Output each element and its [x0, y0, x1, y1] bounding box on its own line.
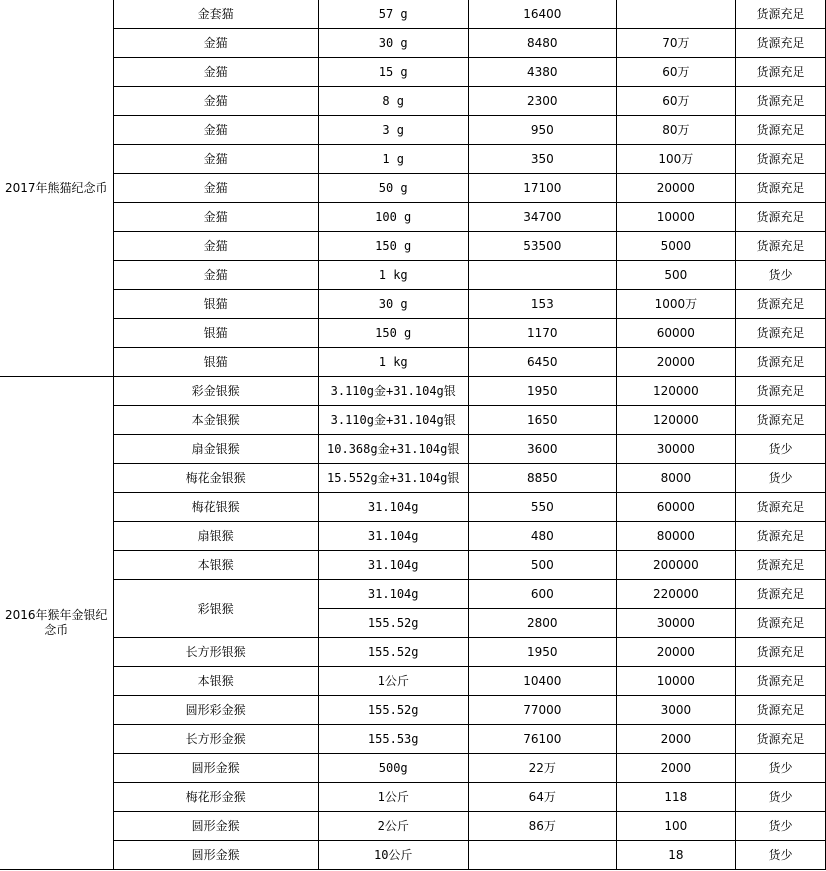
coin-mintage: 118 [616, 783, 735, 812]
coin-spec: 100 g [318, 203, 468, 232]
coin-spec: 155.53g [318, 725, 468, 754]
coin-price: 10400 [468, 667, 616, 696]
coin-stock-status: 货源充足 [735, 203, 825, 232]
coin-price: 8850 [468, 464, 616, 493]
coin-spec: 57 g [318, 0, 468, 29]
coin-mintage: 120000 [616, 377, 735, 406]
coin-mintage: 10000 [616, 203, 735, 232]
coin-name: 长方形银猴 [113, 638, 318, 667]
coin-price: 4380 [468, 58, 616, 87]
coin-mintage: 70万 [616, 29, 735, 58]
coin-price: 53500 [468, 232, 616, 261]
coin-price: 76100 [468, 725, 616, 754]
coin-spec: 10.368g金+31.104g银 [318, 435, 468, 464]
coin-name: 金猫 [113, 145, 318, 174]
coin-stock-status: 货少 [735, 754, 825, 783]
coin-mintage: 60万 [616, 87, 735, 116]
coin-price: 1650 [468, 406, 616, 435]
coin-price: 86万 [468, 812, 616, 841]
coin-stock-status: 货源充足 [735, 116, 825, 145]
table-row [0, 667, 826, 696]
table-row [0, 696, 826, 725]
coin-stock-status: 货源充足 [735, 0, 825, 29]
coin-spec: 1 kg [318, 348, 468, 377]
coin-spec: 30 g [318, 290, 468, 319]
coin-spec: 30 g [318, 29, 468, 58]
coin-price: 77000 [468, 696, 616, 725]
coin-name: 圆形金猴 [113, 841, 318, 870]
coin-spec: 3.110g金+31.104g银 [318, 406, 468, 435]
coin-spec: 150 g [318, 232, 468, 261]
table-row [0, 319, 826, 348]
table-row [0, 377, 826, 406]
table-row [0, 406, 826, 435]
coin-name: 金猫 [113, 116, 318, 145]
coin-mintage: 30000 [616, 435, 735, 464]
coin-stock-status: 货源充足 [735, 58, 825, 87]
table-row [0, 232, 826, 261]
coin-stock-status: 货源充足 [735, 696, 825, 725]
coin-mintage: 20000 [616, 348, 735, 377]
coin-mintage: 18 [616, 841, 735, 870]
coin-stock-status: 货源充足 [735, 232, 825, 261]
coin-stock-status: 货源充足 [735, 145, 825, 174]
coin-price: 8480 [468, 29, 616, 58]
coin-stock-status: 货源充足 [735, 348, 825, 377]
coin-price [468, 841, 616, 870]
coin-stock-status: 货源充足 [735, 87, 825, 116]
group-title: 2017年熊猫纪念币 [0, 0, 113, 377]
coin-price: 16400 [468, 0, 616, 29]
coin-stock-status: 货少 [735, 812, 825, 841]
table-row [0, 638, 826, 667]
coin-spec: 15.552g金+31.104g银 [318, 464, 468, 493]
coin-name: 圆形彩金猴 [113, 696, 318, 725]
coin-name: 金猫 [113, 87, 318, 116]
table-row [0, 841, 826, 870]
coin-mintage: 3000 [616, 696, 735, 725]
coin-name: 彩银猴 [113, 580, 318, 638]
coin-price: 500 [468, 551, 616, 580]
table-row [0, 348, 826, 377]
coin-mintage: 100万 [616, 145, 735, 174]
coin-spec: 150 g [318, 319, 468, 348]
coin-spec: 31.104g [318, 551, 468, 580]
coin-name: 圆形金猴 [113, 754, 318, 783]
table-row [0, 290, 826, 319]
coin-stock-status: 货源充足 [735, 29, 825, 58]
coin-price: 34700 [468, 203, 616, 232]
coin-stock-status: 货源充足 [735, 522, 825, 551]
table-row [0, 29, 826, 58]
coin-spec: 2公斤 [318, 812, 468, 841]
coin-price: 22万 [468, 754, 616, 783]
coin-stock-status: 货源充足 [735, 638, 825, 667]
coin-mintage: 500 [616, 261, 735, 290]
table-row [0, 261, 826, 290]
coin-mintage: 60万 [616, 58, 735, 87]
coin-mintage: 60000 [616, 319, 735, 348]
coin-price: 153 [468, 290, 616, 319]
coin-name: 金猫 [113, 174, 318, 203]
coin-spec: 500g [318, 754, 468, 783]
coin-spec: 1 g [318, 145, 468, 174]
coin-spec: 3 g [318, 116, 468, 145]
coin-mintage: 100 [616, 812, 735, 841]
coin-spec: 1 kg [318, 261, 468, 290]
coin-stock-status: 货源充足 [735, 406, 825, 435]
coin-mintage: 220000 [616, 580, 735, 609]
coin-name: 梅花金银猴 [113, 464, 318, 493]
coin-stock-status: 货源充足 [735, 725, 825, 754]
coin-price: 350 [468, 145, 616, 174]
coin-spec: 15 g [318, 58, 468, 87]
coin-mintage [616, 0, 735, 29]
table-row [0, 725, 826, 754]
coin-stock-status: 货少 [735, 435, 825, 464]
coin-name: 金猫 [113, 203, 318, 232]
coin-mintage: 10000 [616, 667, 735, 696]
coin-price: 600 [468, 580, 616, 609]
coin-price: 2300 [468, 87, 616, 116]
coin-spec: 31.104g [318, 580, 468, 609]
coin-name: 银猫 [113, 319, 318, 348]
coin-price: 64万 [468, 783, 616, 812]
coin-name: 扇银猴 [113, 522, 318, 551]
table-row [0, 87, 826, 116]
table-row [0, 783, 826, 812]
coin-price: 480 [468, 522, 616, 551]
table-row [0, 116, 826, 145]
coin-stock-status: 货少 [735, 261, 825, 290]
coin-name: 金猫 [113, 232, 318, 261]
coin-spec: 155.52g [318, 638, 468, 667]
coin-stock-status: 货源充足 [735, 580, 825, 609]
coin-price: 1950 [468, 638, 616, 667]
table-row [0, 493, 826, 522]
coin-stock-status: 货源充足 [735, 290, 825, 319]
coin-price: 950 [468, 116, 616, 145]
coin-spec: 155.52g [318, 696, 468, 725]
table-row [0, 145, 826, 174]
coin-name: 长方形金猴 [113, 725, 318, 754]
coin-name: 金猫 [113, 58, 318, 87]
coin-price [468, 261, 616, 290]
coin-stock-status: 货源充足 [735, 174, 825, 203]
coin-stock-status: 货少 [735, 464, 825, 493]
coin-name: 金套猫 [113, 0, 318, 29]
coin-mintage: 5000 [616, 232, 735, 261]
table-row [0, 812, 826, 841]
coin-name: 扇金银猴 [113, 435, 318, 464]
coin-spec: 8 g [318, 87, 468, 116]
coin-name: 本银猴 [113, 667, 318, 696]
coin-spec: 1公斤 [318, 667, 468, 696]
coin-stock-status: 货源充足 [735, 667, 825, 696]
table-row [0, 551, 826, 580]
coin-price: 6450 [468, 348, 616, 377]
coin-price: 550 [468, 493, 616, 522]
coin-mintage: 2000 [616, 754, 735, 783]
coin-stock-status: 货少 [735, 783, 825, 812]
table-row [0, 464, 826, 493]
group-title: 2016年猴年金银纪念币 [0, 377, 113, 870]
table-row [0, 435, 826, 464]
coin-price: 1950 [468, 377, 616, 406]
coin-mintage: 8000 [616, 464, 735, 493]
coin-mintage: 120000 [616, 406, 735, 435]
coin-name: 梅花银猴 [113, 493, 318, 522]
coin-spec: 31.104g [318, 522, 468, 551]
coin-spec: 1公斤 [318, 783, 468, 812]
coin-mintage: 20000 [616, 174, 735, 203]
coin-spec: 155.52g [318, 609, 468, 638]
coin-name: 银猫 [113, 290, 318, 319]
coin-stock-status: 货源充足 [735, 319, 825, 348]
coin-price: 2800 [468, 609, 616, 638]
coin-mintage: 20000 [616, 638, 735, 667]
coin-stock-status: 货源充足 [735, 551, 825, 580]
coin-stock-status: 货少 [735, 841, 825, 870]
table-row [0, 58, 826, 87]
coin-name: 银猫 [113, 348, 318, 377]
coin-mintage: 80万 [616, 116, 735, 145]
coin-name: 本银猴 [113, 551, 318, 580]
coin-stock-status: 货源充足 [735, 377, 825, 406]
coin-spec: 3.110g金+31.104g银 [318, 377, 468, 406]
table-row [0, 0, 826, 29]
coin-name: 彩金银猴 [113, 377, 318, 406]
coin-price: 3600 [468, 435, 616, 464]
coin-spec: 31.104g [318, 493, 468, 522]
coin-name: 金猫 [113, 29, 318, 58]
coin-spec: 10公斤 [318, 841, 468, 870]
coin-name: 金猫 [113, 261, 318, 290]
table-row [0, 522, 826, 551]
coin-name: 本金银猴 [113, 406, 318, 435]
table-row [0, 754, 826, 783]
table-row [0, 203, 826, 232]
table-row [0, 174, 826, 203]
coin-stock-status: 货源充足 [735, 493, 825, 522]
coin-mintage: 200000 [616, 551, 735, 580]
coin-spec: 50 g [318, 174, 468, 203]
coin-name: 圆形金猴 [113, 812, 318, 841]
coin-name: 梅花形金猴 [113, 783, 318, 812]
coin-mintage: 1000万 [616, 290, 735, 319]
coin-mintage: 80000 [616, 522, 735, 551]
coin-price: 17100 [468, 174, 616, 203]
coin-price: 1170 [468, 319, 616, 348]
coin-mintage: 60000 [616, 493, 735, 522]
coin-mintage: 30000 [616, 609, 735, 638]
coin-mintage: 2000 [616, 725, 735, 754]
table-row [0, 580, 826, 609]
coin-stock-status: 货源充足 [735, 609, 825, 638]
